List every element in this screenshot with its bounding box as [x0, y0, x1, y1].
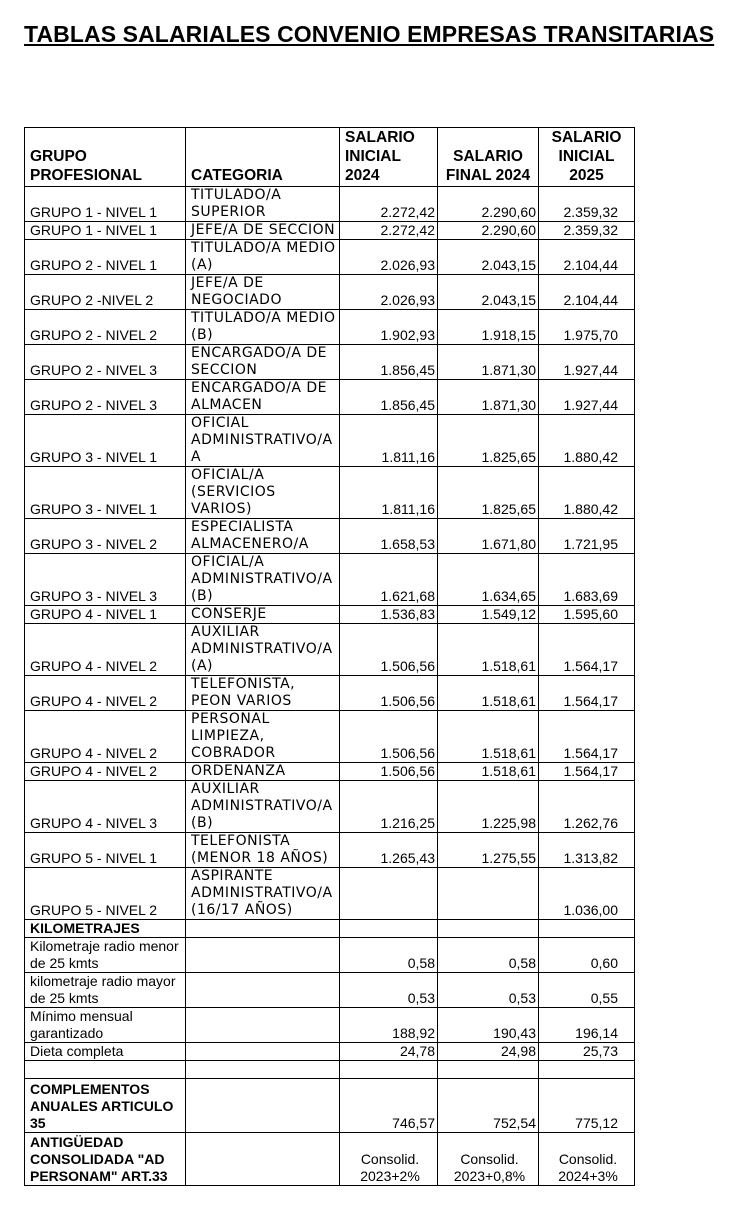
salario-final-2024-cell: 1.275,55 — [438, 833, 539, 868]
categoria-cell: TITULADO/A SUPERIOR — [186, 187, 340, 222]
kilometraje-v1: 0,58 — [340, 938, 438, 973]
antiguedad-v3: Consolid. 2024+3% — [539, 1133, 635, 1186]
table-row — [25, 222, 635, 240]
salario-inicial-2024-cell: 1.506,56 — [340, 624, 438, 676]
grupo-cell: GRUPO 4 - NIVEL 3 — [25, 781, 186, 833]
table-row — [25, 240, 635, 275]
categoria-cell: ORDENANZA — [186, 763, 340, 781]
grupo-cell: GRUPO 2 - NIVEL 3 — [25, 380, 186, 415]
antiguedad-label: ANTIGÜEDAD CONSOLIDADA "AD PERSONAM" ART.33 — [25, 1133, 186, 1186]
categoria-cell: ENCARGADO/A DE SECCION — [186, 345, 340, 380]
salario-final-2024-cell: 1.549,12 — [438, 606, 539, 624]
antiguedad-v2: Consolid. 2023+0,8% — [438, 1133, 539, 1186]
salario-inicial-2025-cell: 1.683,69 — [539, 554, 635, 606]
kilometraje-v1: 24,78 — [340, 1043, 438, 1061]
salario-final-2024-cell: 1.225,98 — [438, 781, 539, 833]
salario-inicial-2024-cell: 2.272,42 — [340, 187, 438, 222]
categoria-cell: OFICIAL/A ADMINISTRATIVO/A (B) — [186, 554, 340, 606]
salario-inicial-2024-cell: 1.856,45 — [340, 345, 438, 380]
salario-inicial-2025-cell: 2.104,44 — [539, 275, 635, 310]
categoria-cell: ENCARGADO/A DE ALMACEN — [186, 380, 340, 415]
grupo-cell: GRUPO 2 - NIVEL 1 — [25, 240, 186, 275]
antiguedad-row — [25, 1133, 635, 1186]
kilometraje-v2: 24,98 — [438, 1043, 539, 1061]
salario-inicial-2024-cell: 1.265,43 — [340, 833, 438, 868]
salario-inicial-2025-cell: 1.880,42 — [539, 415, 635, 467]
table-row — [25, 781, 635, 833]
salario-final-2024-cell — [438, 868, 539, 920]
grupo-cell: GRUPO 4 - NIVEL 2 — [25, 763, 186, 781]
grupo-cell: GRUPO 1 - NIVEL 1 — [25, 222, 186, 240]
salario-inicial-2024-cell: 1.811,16 — [340, 467, 438, 519]
salario-inicial-2025-cell: 1.564,17 — [539, 763, 635, 781]
grupo-cell: GRUPO 4 - NIVEL 2 — [25, 676, 186, 711]
empty-cell — [186, 1008, 340, 1043]
kilometraje-label: kilometraje radio mayor de 25 kmts — [25, 973, 186, 1008]
complementos-section — [25, 1061, 635, 1186]
table-row — [25, 467, 635, 519]
categoria-cell: ASPIRANTE ADMINISTRATIVO/A (16/17 AÑOS) — [186, 868, 340, 920]
categoria-cell: JEFE/A DE NEGOCIADO — [186, 275, 340, 310]
categoria-cell: TELEFONISTA (MENOR 18 AÑOS) — [186, 833, 340, 868]
page-title: TABLAS SALARIALES CONVENIO EMPRESAS TRANSITARIAS — [24, 21, 715, 47]
salario-inicial-2025-cell: 1.564,17 — [539, 624, 635, 676]
grupo-cell: GRUPO 4 - NIVEL 2 — [25, 624, 186, 676]
kilometraje-row — [25, 938, 635, 973]
salario-inicial-2024-cell: 1.811,16 — [340, 415, 438, 467]
salary-table — [24, 127, 635, 1186]
header-final-2024: SALARIO FINAL 2024 — [438, 128, 539, 187]
salario-final-2024-cell: 1.825,65 — [438, 415, 539, 467]
salario-inicial-2025-cell: 1.564,17 — [539, 676, 635, 711]
kilometraje-v2: 190,43 — [438, 1008, 539, 1043]
salario-inicial-2024-cell: 1.856,45 — [340, 380, 438, 415]
kilometraje-row — [25, 1008, 635, 1043]
table-row — [25, 275, 635, 310]
salario-inicial-2025-cell: 1.927,44 — [539, 345, 635, 380]
categoria-cell: CONSERJE — [186, 606, 340, 624]
salario-final-2024-cell: 2.290,60 — [438, 187, 539, 222]
table-row — [25, 606, 635, 624]
salario-final-2024-cell: 2.043,15 — [438, 275, 539, 310]
grupo-cell: GRUPO 1 - NIVEL 1 — [25, 187, 186, 222]
salario-inicial-2025-cell: 1.880,42 — [539, 467, 635, 519]
complementos-label: COMPLEMENTOS ANUALES ARTICULO 35 — [25, 1079, 186, 1133]
table-row — [25, 415, 635, 467]
grupo-cell: GRUPO 3 - NIVEL 1 — [25, 467, 186, 519]
salario-inicial-2024-cell: 1.506,56 — [340, 676, 438, 711]
header-row — [25, 128, 635, 187]
grupo-cell: GRUPO 2 - NIVEL 3 — [25, 345, 186, 380]
salario-inicial-2024-cell: 1.506,56 — [340, 711, 438, 763]
table-row — [25, 519, 635, 554]
salario-inicial-2025-cell: 1.721,95 — [539, 519, 635, 554]
empty-cell — [186, 938, 340, 973]
salario-inicial-2025-cell: 2.359,32 — [539, 187, 635, 222]
salario-inicial-2024-cell: 1.506,56 — [340, 763, 438, 781]
categoria-cell: AUXILIAR ADMINISTRATIVO/A (A) — [186, 624, 340, 676]
table-row — [25, 187, 635, 222]
table-row — [25, 310, 635, 345]
salario-inicial-2024-cell — [340, 868, 438, 920]
grupo-cell: GRUPO 5 - NIVEL 1 — [25, 833, 186, 868]
header-grupo: GRUPO PROFESIONAL — [25, 128, 186, 187]
salario-inicial-2025-cell: 1.313,82 — [539, 833, 635, 868]
categoria-cell: OFICIAL/A (SERVICIOS VARIOS) — [186, 467, 340, 519]
kilometraje-label: Dieta completa — [25, 1043, 186, 1061]
categoria-cell: ESPECIALISTA ALMACENERO/A — [186, 519, 340, 554]
complementos-v3: 775,12 — [539, 1079, 635, 1133]
salario-inicial-2025-cell: 2.104,44 — [539, 240, 635, 275]
salario-inicial-2024-cell: 1.536,83 — [340, 606, 438, 624]
kilometraje-v3: 0,55 — [539, 973, 635, 1008]
salario-inicial-2024-cell: 2.026,93 — [340, 275, 438, 310]
kilometraje-v1: 188,92 — [340, 1008, 438, 1043]
table-row — [25, 763, 635, 781]
extra-rows — [25, 920, 635, 938]
categoria-cell: PERSONAL LIMPIEZA, COBRADOR — [186, 711, 340, 763]
categoria-cell: TITULADO/A MEDIO (A) — [186, 240, 340, 275]
grupo-cell: GRUPO 3 - NIVEL 2 — [25, 519, 186, 554]
blank-row — [25, 1061, 635, 1079]
grupo-cell: GRUPO 3 - NIVEL 3 — [25, 554, 186, 606]
table-row — [25, 676, 635, 711]
kilometraje-v3: 25,73 — [539, 1043, 635, 1061]
salario-inicial-2024-cell: 1.902,93 — [340, 310, 438, 345]
salario-final-2024-cell: 1.671,80 — [438, 519, 539, 554]
categoria-cell: OFICIAL ADMINISTRATIVO/A A — [186, 415, 340, 467]
categoria-cell: TITULADO/A MEDIO (B) — [186, 310, 340, 345]
salario-final-2024-cell: 2.043,15 — [438, 240, 539, 275]
salario-final-2024-cell: 1.871,30 — [438, 380, 539, 415]
salario-inicial-2024-cell: 1.658,53 — [340, 519, 438, 554]
salario-inicial-2025-cell: 2.359,32 — [539, 222, 635, 240]
salario-final-2024-cell: 1.634,65 — [438, 554, 539, 606]
kilometraje-v3: 0,60 — [539, 938, 635, 973]
salario-inicial-2025-cell: 1.564,17 — [539, 711, 635, 763]
grupo-cell: GRUPO 3 - NIVEL 1 — [25, 415, 186, 467]
salario-inicial-2024-cell: 2.272,42 — [340, 222, 438, 240]
kilometraje-v2: 0,53 — [438, 973, 539, 1008]
kilometraje-v3: 196,14 — [539, 1008, 635, 1043]
salario-final-2024-cell: 1.518,61 — [438, 711, 539, 763]
salario-inicial-2025-cell: 1.927,44 — [539, 380, 635, 415]
salario-final-2024-cell: 1.518,61 — [438, 624, 539, 676]
kilometraje-v1: 0,53 — [340, 973, 438, 1008]
salario-inicial-2025-cell: 1.975,70 — [539, 310, 635, 345]
salario-inicial-2025-cell: 1.595,60 — [539, 606, 635, 624]
salario-final-2024-cell: 1.518,61 — [438, 763, 539, 781]
table-row — [25, 624, 635, 676]
salario-final-2024-cell: 1.518,61 — [438, 676, 539, 711]
table-row — [25, 554, 635, 606]
kilometrajes-heading-row — [25, 920, 635, 938]
categoria-cell: JEFE/A DE SECCION — [186, 222, 340, 240]
grupo-cell: GRUPO 2 - NIVEL 2 — [25, 310, 186, 345]
salario-final-2024-cell: 2.290,60 — [438, 222, 539, 240]
salario-inicial-2024-cell: 1.216,25 — [340, 781, 438, 833]
salario-inicial-2025-cell: 1.036,00 — [539, 868, 635, 920]
kilometraje-label: Kilometraje radio menor de 25 kmts — [25, 938, 186, 973]
grupo-cell: GRUPO 4 - NIVEL 1 — [25, 606, 186, 624]
complementos-v1: 746,57 — [340, 1079, 438, 1133]
table-row — [25, 345, 635, 380]
salary-rows — [25, 187, 635, 920]
kilometrajes-rows — [25, 938, 635, 1061]
kilometraje-label: Mínimo mensual garantizado — [25, 1008, 186, 1043]
header-categoria: CATEGORIA — [186, 128, 340, 187]
header-inicial-2024: SALARIO INICIAL 2024 — [340, 128, 438, 187]
antiguedad-v1: Consolid. 2023+2% — [340, 1133, 438, 1186]
salario-inicial-2024-cell: 1.621,68 — [340, 554, 438, 606]
salario-final-2024-cell: 1.918,15 — [438, 310, 539, 345]
grupo-cell: GRUPO 2 -NIVEL 2 — [25, 275, 186, 310]
salario-final-2024-cell: 1.825,65 — [438, 467, 539, 519]
salario-inicial-2024-cell: 2.026,93 — [340, 240, 438, 275]
table-row — [25, 868, 635, 920]
categoria-cell: AUXILIAR ADMINISTRATIVO/A (B) — [186, 781, 340, 833]
complementos-v2: 752,54 — [438, 1079, 539, 1133]
table-row — [25, 711, 635, 763]
salario-inicial-2025-cell: 1.262,76 — [539, 781, 635, 833]
kilometraje-row — [25, 973, 635, 1008]
header-inicial-2025: SALARIO INICIAL 2025 — [539, 128, 635, 187]
categoria-cell: TELEFONISTA, PEON VARIOS — [186, 676, 340, 711]
empty-cell — [186, 1043, 340, 1061]
grupo-cell: GRUPO 5 - NIVEL 2 — [25, 868, 186, 920]
table-row — [25, 380, 635, 415]
empty-cell — [186, 973, 340, 1008]
table-row — [25, 833, 635, 868]
grupo-cell: GRUPO 4 - NIVEL 2 — [25, 711, 186, 763]
kilometrajes-heading: KILOMETRAJES — [25, 920, 186, 938]
salario-final-2024-cell: 1.871,30 — [438, 345, 539, 380]
kilometraje-row — [25, 1043, 635, 1061]
complementos-row — [25, 1079, 635, 1133]
kilometraje-v2: 0,58 — [438, 938, 539, 973]
